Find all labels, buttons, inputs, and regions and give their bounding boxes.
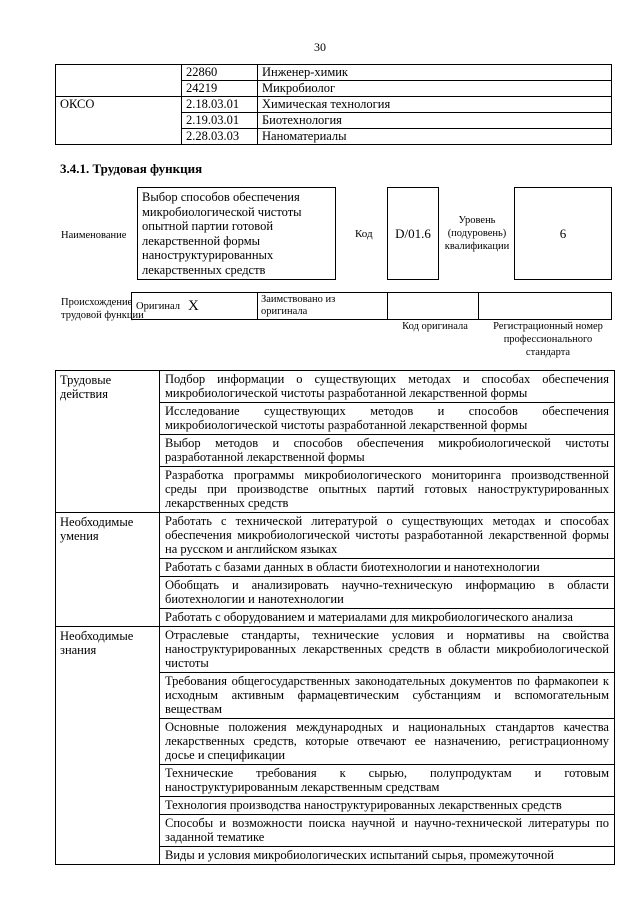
- okso-table: [55, 64, 612, 145]
- reg-number-cell: [479, 293, 612, 319]
- section-item: Исследование существующих методов и способов обеспечения микробиологической чистоты разработанной лекарственной формы: [160, 403, 615, 435]
- section-item: Способы и возможности поиска научной и научно-технической литературы по заданной тематике: [160, 815, 615, 847]
- section-item: Разработка программы микробиологического мониторинга производственной среды при производстве опытных партий готовых наноструктурированных лекарственных средств: [160, 467, 615, 513]
- table-row: [56, 513, 615, 559]
- table-row: [56, 371, 615, 403]
- origin-label: Происхождение трудовой функции: [61, 297, 144, 321]
- name-label: Наименование: [61, 230, 127, 241]
- okso-row: [56, 113, 612, 129]
- original-code-cell: [388, 293, 479, 319]
- okso-name-cell: Инженер-химик: [258, 65, 612, 81]
- function-code: D/01.6: [387, 187, 439, 280]
- okso-name-cell: Микробиолог: [258, 81, 612, 97]
- okso-name-cell: Наноматериалы: [258, 129, 612, 145]
- original-mark: X: [188, 297, 199, 314]
- okso-group-cell: [56, 65, 182, 81]
- section-category: Необходимые знания: [56, 627, 160, 865]
- okso-name-cell: Биотехнология: [258, 113, 612, 129]
- level-label: Уровень (подуровень) квалификации: [444, 215, 510, 252]
- section-item: Работать с технической литературой о существующих методах и способах обеспечения микробиологической чистоты разработанной лекарственной формы на русском и английском языках: [160, 513, 615, 559]
- section-item: Виды и условия микробиологических испытаний сырья, промежуточной: [160, 847, 615, 865]
- section-item: Работать с базами данных в области биотехнологии и нанотехнологии: [160, 559, 615, 577]
- okso-code-cell: 2.18.03.01: [182, 97, 258, 113]
- okso-row: [56, 81, 612, 97]
- okso-row: [56, 65, 612, 81]
- section-item: Выбор методов и способов обеспечения микробиологической чистоты разработанной лекарственной формы: [160, 435, 615, 467]
- page-number: 30: [314, 40, 326, 54]
- function-name: Выбор способов обеспечения микробиологической чистоты опытной партии готовой лекарственной формы наноструктурированных лекарственных средств: [137, 187, 336, 280]
- okso-group-cell: [56, 129, 182, 145]
- okso-group-cell: [56, 113, 182, 129]
- okso-group-cell: ОКСО: [56, 97, 182, 113]
- okso-code-cell: 22860: [182, 65, 258, 81]
- okso-group-cell: [56, 81, 182, 97]
- section-item: Отраслевые стандарты, технические условия и нормативы на свойства наноструктурированных лекарственных средств в области микробиологической чистоты: [160, 627, 615, 673]
- okso-row: [56, 129, 612, 145]
- code-label: Код: [355, 228, 373, 240]
- qualification-level: 6: [514, 187, 612, 280]
- okso-code-cell: 24219: [182, 81, 258, 97]
- competency-table: [55, 370, 615, 865]
- section-item: Основные положения международных и национальных стандартов качества лекарственных средств, которые отвечают ее назначению, регистрационному досье и спецификации: [160, 719, 615, 765]
- original-label: Оригинал: [136, 300, 180, 312]
- original-cell: [131, 293, 258, 319]
- borrowed-label: Заимствовано из оригинала: [258, 293, 388, 319]
- section-title: 3.4.1. Трудовая функция: [60, 161, 203, 176]
- okso-row: [56, 97, 612, 113]
- orig-code-caption: Код оригинала: [402, 321, 468, 332]
- reg-number-caption: Регистрационный номер профессионального стандарта: [493, 321, 603, 358]
- okso-code-cell: 2.28.03.03: [182, 129, 258, 145]
- origin-row: [131, 292, 612, 320]
- section-item: Технические требования к сырью, полупродуктам и готовым наноструктурированным лекарственным средствам: [160, 765, 615, 797]
- section-category: Необходимые умения: [56, 513, 160, 627]
- okso-name-cell: Химическая технология: [258, 97, 612, 113]
- section-category: Трудовые действия: [56, 371, 160, 513]
- section-item: Работать с оборудованием и материалами для микробиологического анализа: [160, 609, 615, 627]
- okso-code-cell: 2.19.03.01: [182, 113, 258, 129]
- section-item: Обобщать и анализировать научно-техническую информацию в области биотехнологии и нанотехнологии: [160, 577, 615, 609]
- section-item: Технология производства наноструктурированных лекарственных средств: [160, 797, 615, 815]
- section-item: Требования общегосударственных законодательных документов по фармакопеи к исходным активным фармацевтическим субстанциям и вспомогательным веществам: [160, 673, 615, 719]
- section-item: Подбор информации о существующих методах и способах обеспечения микробиологической чистоты разработанной лекарственной формы: [160, 371, 615, 403]
- table-row: [56, 627, 615, 673]
